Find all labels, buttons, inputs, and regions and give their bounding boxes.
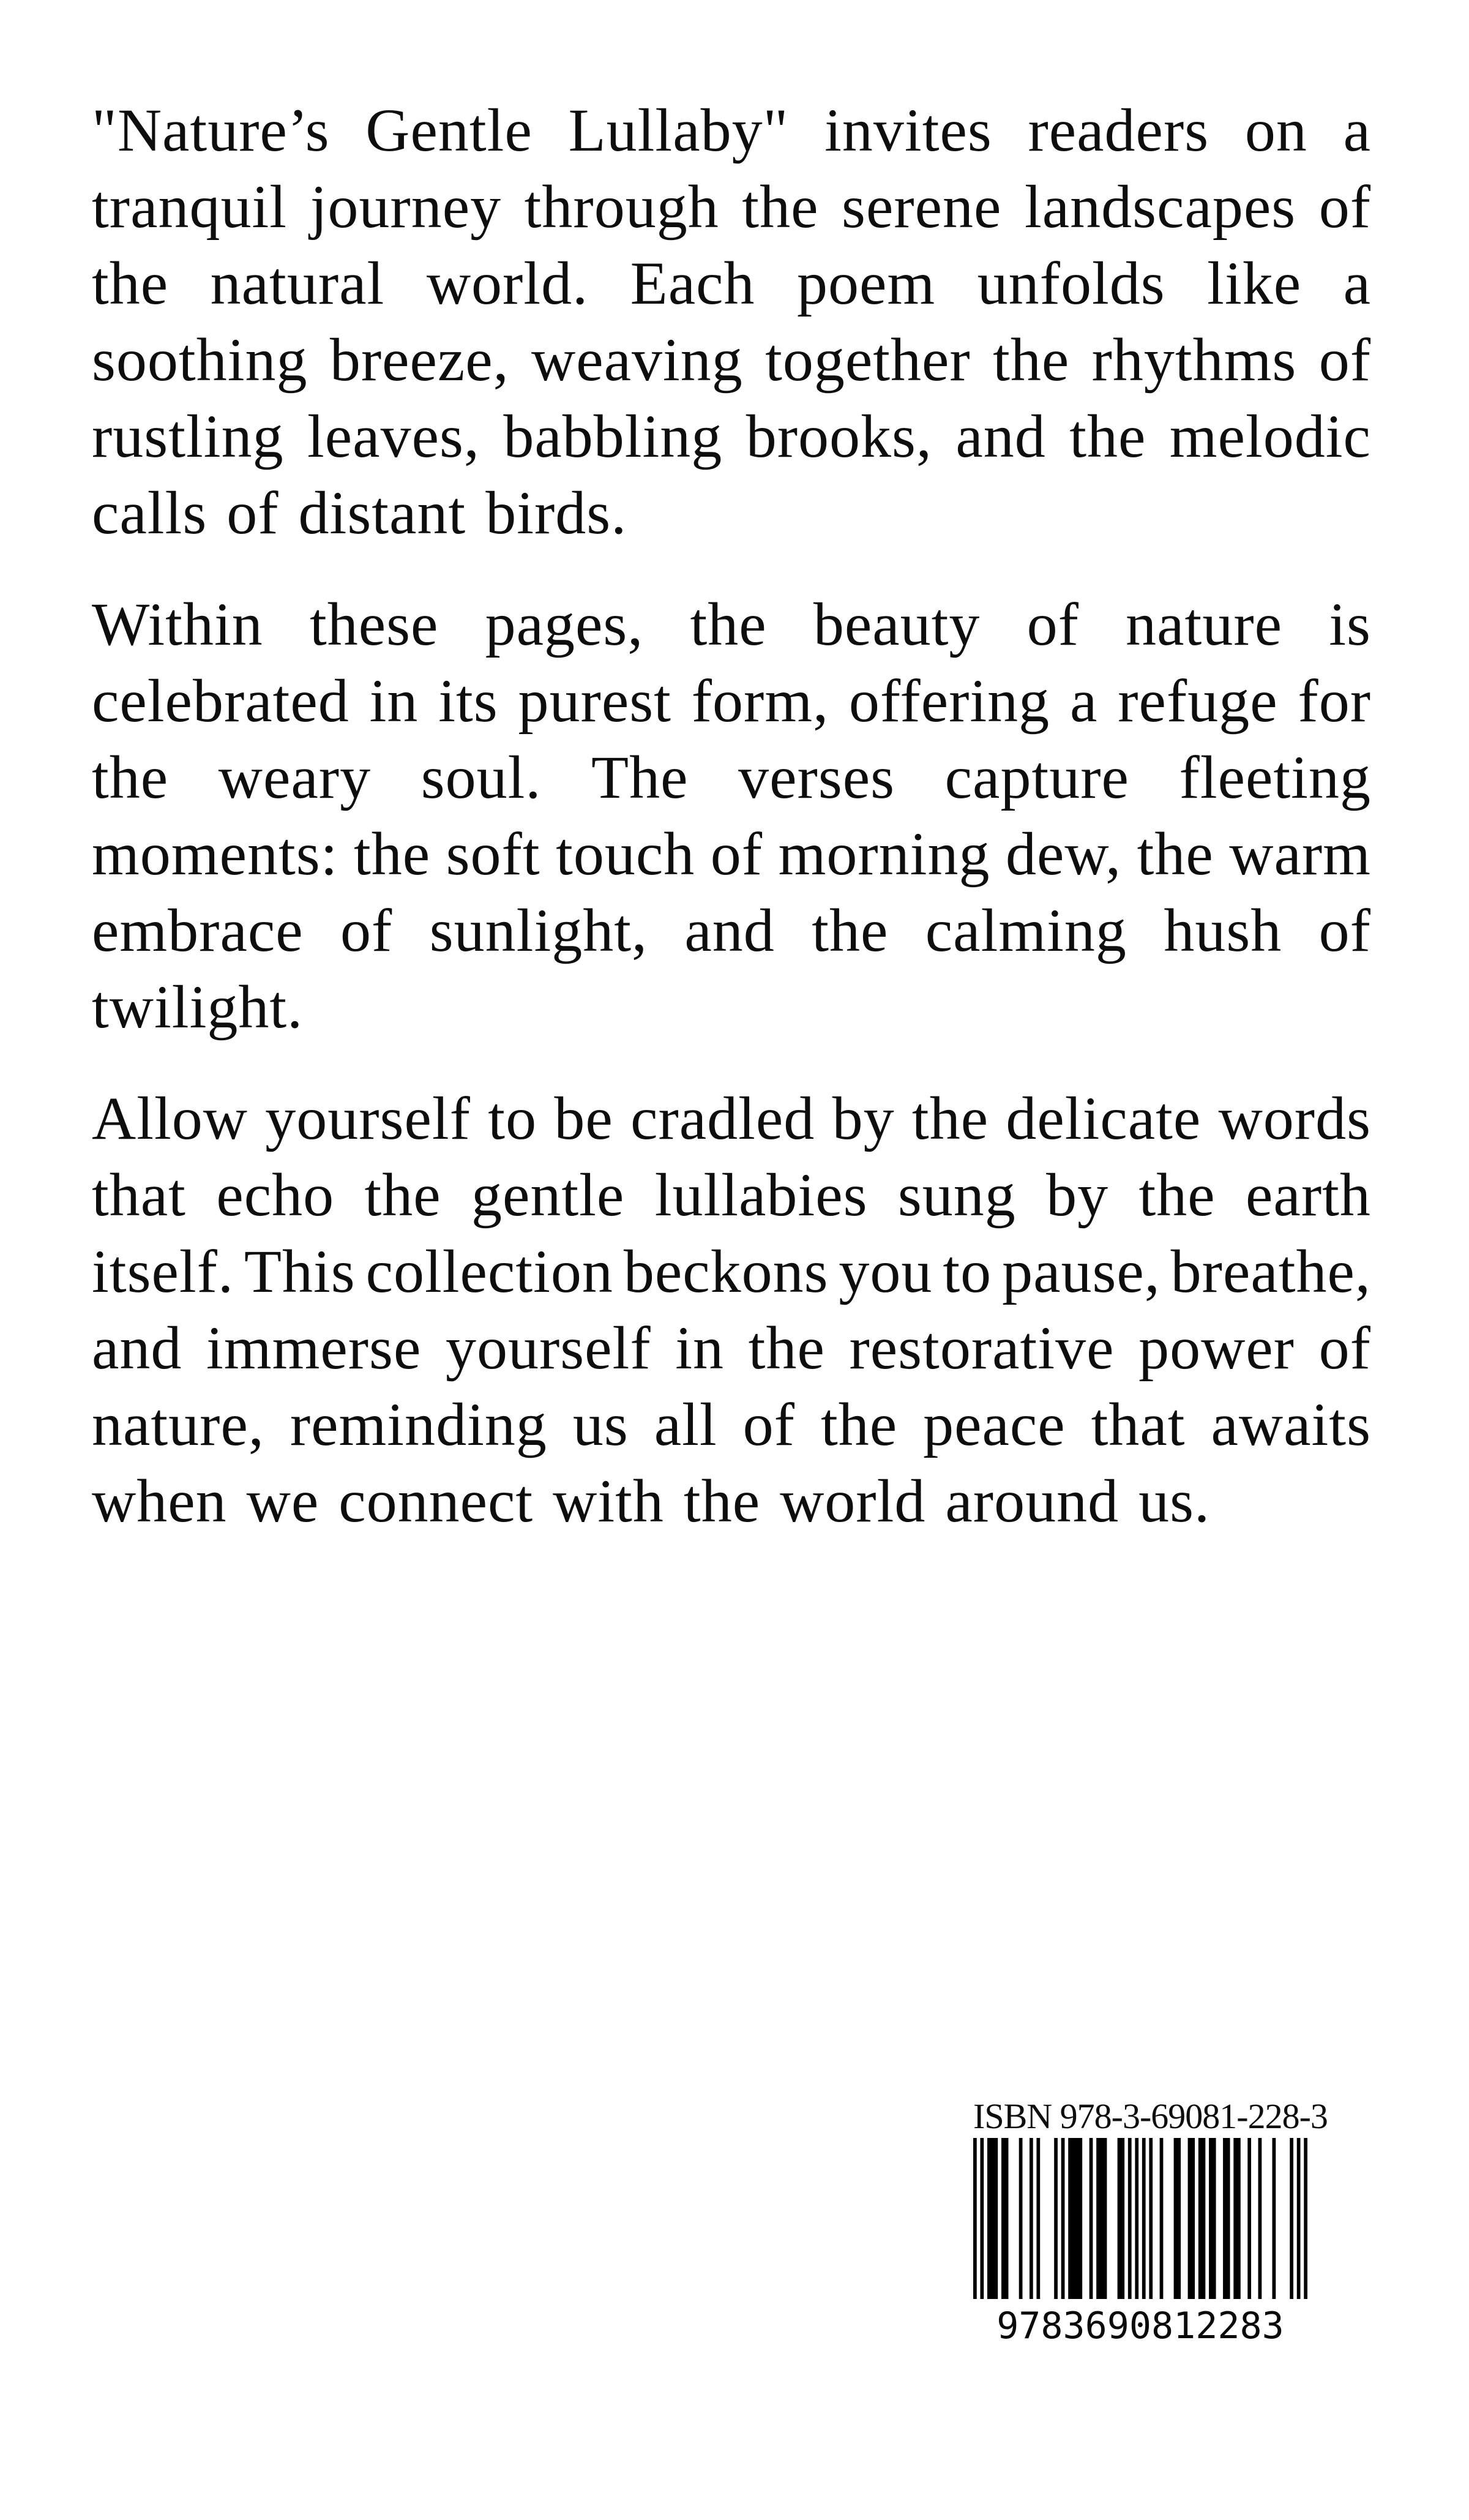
text-line: tranquil journey through the serene landscapes of [92, 173, 1371, 241]
text-line: soothing breeze, weaving together the rhythms of [92, 326, 1371, 394]
ean13-barcode [973, 2138, 1307, 2299]
paragraph [92, 1080, 1371, 1539]
text-line: celebrated in its purest form, offering a refuge for [92, 667, 1371, 735]
text-line: Allow yourself to be cradled by the delicate words [92, 1084, 1371, 1152]
text-line: Within these pages, the beauty of nature is [92, 590, 1371, 658]
barcode-number: 9783690812283 [996, 2304, 1284, 2347]
text-line: when we connect with the world around us. [92, 1467, 1210, 1535]
paragraph [92, 92, 1371, 551]
paragraph [92, 586, 1371, 1045]
text-line: and immerse yourself in the restorative power of [92, 1314, 1371, 1382]
text-line: embrace of sunlight, and the calming hush of [92, 896, 1371, 964]
text-line: twilight. [92, 973, 304, 1041]
text-line: "Nature’s Gentle Lullaby" invites readers on a [92, 96, 1371, 164]
text-line: that echo the gentle lullabies sung by the earth [92, 1161, 1371, 1229]
text-line: moments: the soft touch of morning dew, the warm [92, 820, 1371, 888]
text-line: nature, reminding us all of the peace that awaits [92, 1390, 1371, 1458]
text-line: calls of distant birds. [92, 479, 627, 547]
text-line: the natural world. Each poem unfolds like a [92, 249, 1371, 317]
isbn-label: ISBN 978-3-69081-228-3 [973, 2096, 1328, 2136]
text-line: the weary soul. The verses capture fleeting [92, 743, 1371, 811]
blurb [92, 92, 1371, 1539]
text-line: itself. This collection beckons you to pause, breathe, [92, 1237, 1371, 1305]
text-line: rustling leaves, babbling brooks, and the melodic [92, 402, 1371, 470]
isbn-barcode-block [973, 2096, 1328, 2347]
